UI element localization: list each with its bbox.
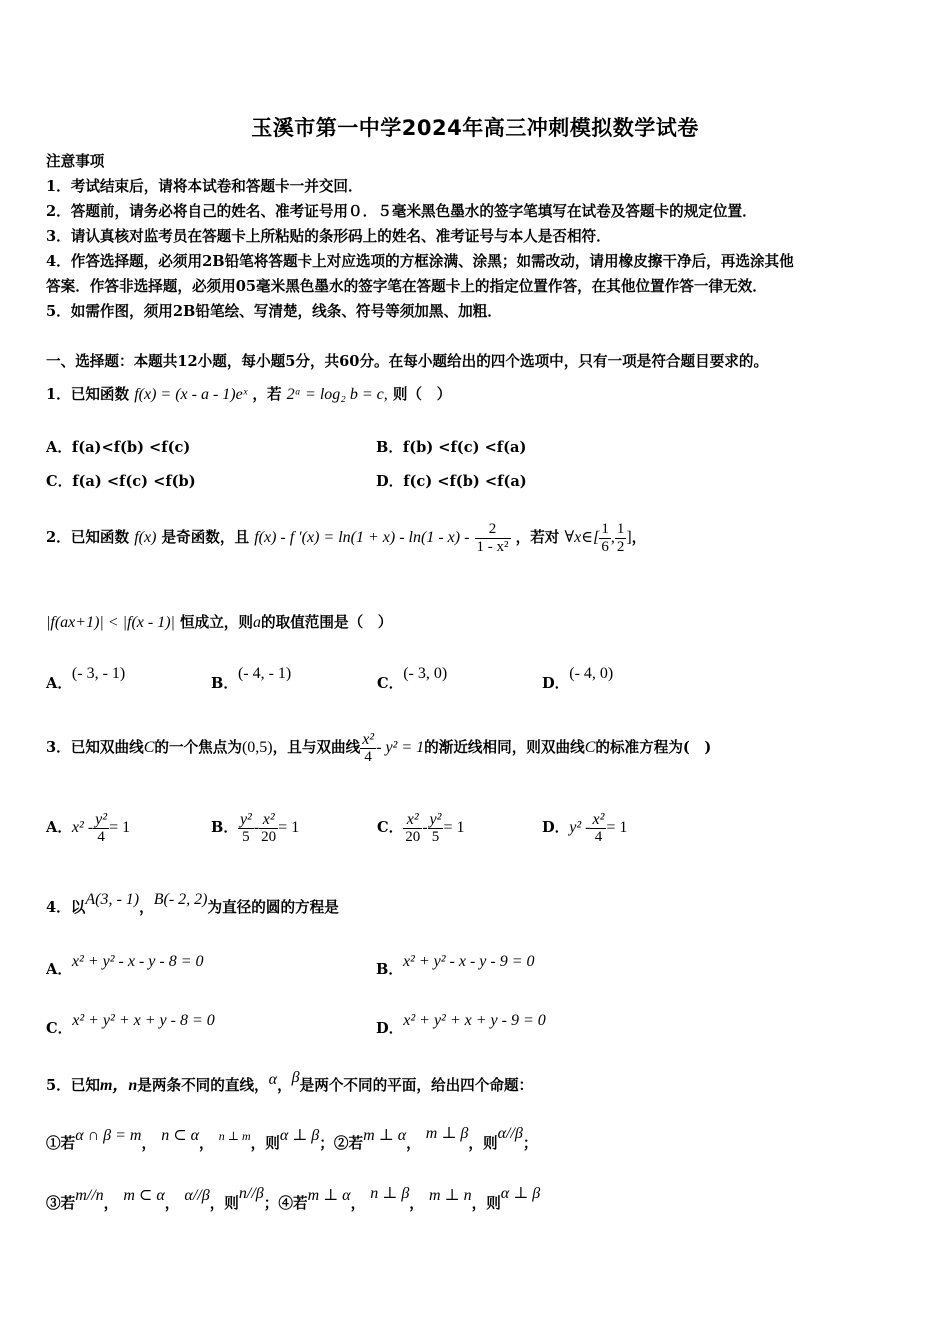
- q2-forall: ∀x∈[: [564, 529, 600, 546]
- q2-mid2: ，若对: [515, 529, 560, 546]
- q1-option-a[interactable]: A．f(a)<f(b) <f(c): [46, 439, 191, 456]
- notice-item-1: 1．考试结束后，请将本试卷和答题卡一并交回．: [46, 178, 363, 195]
- q2-pre: 2．已知函数: [46, 529, 130, 546]
- q5-propositions-3-4: ③若m//n， m ⊂ α， α//β，则n//β；④若m ⊥ α， n ⊥ β， m ⊥ n，则α ⊥ β: [46, 1185, 541, 1212]
- q2-equation: f(x) - f ′(x) = ln(1 + x) - ln(1 - x) -: [254, 529, 470, 546]
- q5-p1-label: ①若: [46, 1135, 76, 1152]
- q2-option-a[interactable]: A．(- 3, - 1): [46, 665, 126, 692]
- q1-mid: ，若: [252, 386, 282, 403]
- question-5: 5．已知m，n是两条不同的直线，α，β是两个不同的平面，给出四个命题：: [46, 1069, 534, 1094]
- notice-item-3: 3．请认真核对监考员在答题卡上所粘贴的条形码上的姓名、准考证号与本人是否相符．: [46, 228, 611, 245]
- notice-heading: 注意事项: [46, 153, 105, 170]
- q2-range-high: $\frac{1}{2}$: [616, 520, 625, 555]
- q2-mid: 是奇函数，且: [161, 529, 250, 546]
- q4-option-d[interactable]: D．x² + y² + x + y - 9 = 0: [376, 1012, 546, 1037]
- question-3: 3．已知双曲线C的一个焦点为(0,5)，且与双曲线 $\frac{\text{x²}}{4}$ - y² = 1的渐近线相同，则双曲线C的标准方程为( ): [46, 730, 712, 765]
- q3-hyperbola-fraction: $\frac{\text{x²}}{4}$: [362, 730, 375, 765]
- q4-option-b[interactable]: B．x² + y² - x - y - 9 = 0: [376, 953, 535, 978]
- q5-p3-label: ③若: [46, 1195, 76, 1212]
- q4-point-a: A(3, - 1): [85, 891, 140, 908]
- q3-option-b[interactable]: B． $\frac{\text{y²}}{5}$ - $\frac{\text{x²}}{20}$ = 1: [211, 810, 300, 845]
- q2-fx: f(x): [134, 529, 157, 546]
- q1-option-b[interactable]: B．f(b) <f(c) <f(a): [376, 439, 527, 456]
- q2-option-c[interactable]: C．(- 3, 0): [377, 665, 448, 692]
- question-1: [46, 385, 451, 405]
- notice-item-2: 2．答题前，请务必将自己的姓名、准考证号用０．５毫米黑色墨水的签字笔填写在试卷及答题卡的规定位置．: [46, 203, 757, 220]
- q4-option-c[interactable]: C．x² + y² + x + y - 8 = 0: [46, 1012, 215, 1037]
- q2-option-b[interactable]: B．(- 4, - 1): [211, 665, 292, 692]
- section-1-heading: 一、选择题：本题共12小题，每小题5分，共60分。在每小题给出的四个选项中，只有一项是符合题目要求的。: [46, 353, 769, 370]
- q5-propositions-1-2: ①若α ∩ β = m， n ⊂ α， $^{n \perp m}$，则α ⊥ β；②若m ⊥ α， m ⊥ β，则α//β；: [46, 1125, 538, 1152]
- q1-condition: 2ᵃ = log₂ b = c,: [286, 386, 388, 403]
- q3-option-d[interactable]: D．y² - $\frac{\text{x²}}{4}$ = 1: [542, 810, 628, 845]
- question-2-line-2: |f(ax+1)| < |f(x - 1)| 恒成立，则a的取值范围是（ ）: [46, 614, 393, 631]
- q3-focus: (0,5): [241, 739, 273, 756]
- page-title: 玉溪市第一中学2024年高三冲刺模拟数学试卷: [251, 116, 699, 140]
- q1-pre: 1．已知函数: [46, 386, 130, 403]
- question-4: 4．以A(3, - 1)，B(- 2, 2)为直径的圆的方程是: [46, 891, 339, 916]
- q5-p2-label: ②若: [333, 1135, 364, 1152]
- q4-point-b: B(- 2, 2): [153, 891, 208, 908]
- q4-option-a[interactable]: A．x² + y² - x - y - 8 = 0: [46, 953, 204, 978]
- q2-option-d[interactable]: D．(- 4, 0): [542, 665, 614, 692]
- q1-function: f(x) = (x - a - 1)eˣ: [134, 386, 248, 403]
- question-2: 2．已知函数 f(x) 是奇函数，且 f(x) - f ′(x) = ln(1 + x) - ln(1 - x) - $\frac{2}{\text{1 - x²}}$ ，若对 ∀x∈[ $\frac{1}{6}$ , $\frac{1}{2}$ ]，: [46, 520, 647, 555]
- q2-inequality: |f(ax+1)| < |f(x - 1)|: [46, 614, 175, 631]
- q3-option-a[interactable]: A．x² - $\frac{\text{y²}}{4}$ = 1: [46, 810, 131, 845]
- q1-post: 则（ ）: [392, 386, 452, 403]
- q3-option-c[interactable]: C． $\frac{\text{x²}}{20}$ - $\frac{\text{y²}}{5}$ = 1: [377, 810, 465, 845]
- notice-item-4: 4．作答选择题，必须用2B铅笔将答题卡上对应选项的方框涂满、涂黑；如需改动，请用橡皮擦干净后，再选涂其他: [46, 253, 794, 270]
- q2-range-low: $\frac{1}{6}$: [601, 520, 609, 555]
- q1-option-d[interactable]: D．f(c) <f(b) <f(a): [376, 473, 527, 490]
- q1-option-c[interactable]: C．f(a) <f(c) <f(b): [46, 473, 196, 490]
- q5-p4-label: ④若: [278, 1195, 308, 1212]
- notice-item-4-cont: 答案．作答非选择题，必须用05毫米黑色墨水的签字笔在答题卡上的指定位置作答，在其他位置作答一律无效．: [46, 278, 767, 295]
- q2-line2-text: 恒成立，则: [180, 614, 253, 631]
- notice-item-5: 5．如需作图，须用2B铅笔绘、写清楚，线条、符号等须加黑、加粗．: [46, 303, 502, 320]
- q2-fraction: $\frac{2}{\text{1 - x²}}$: [476, 520, 509, 555]
